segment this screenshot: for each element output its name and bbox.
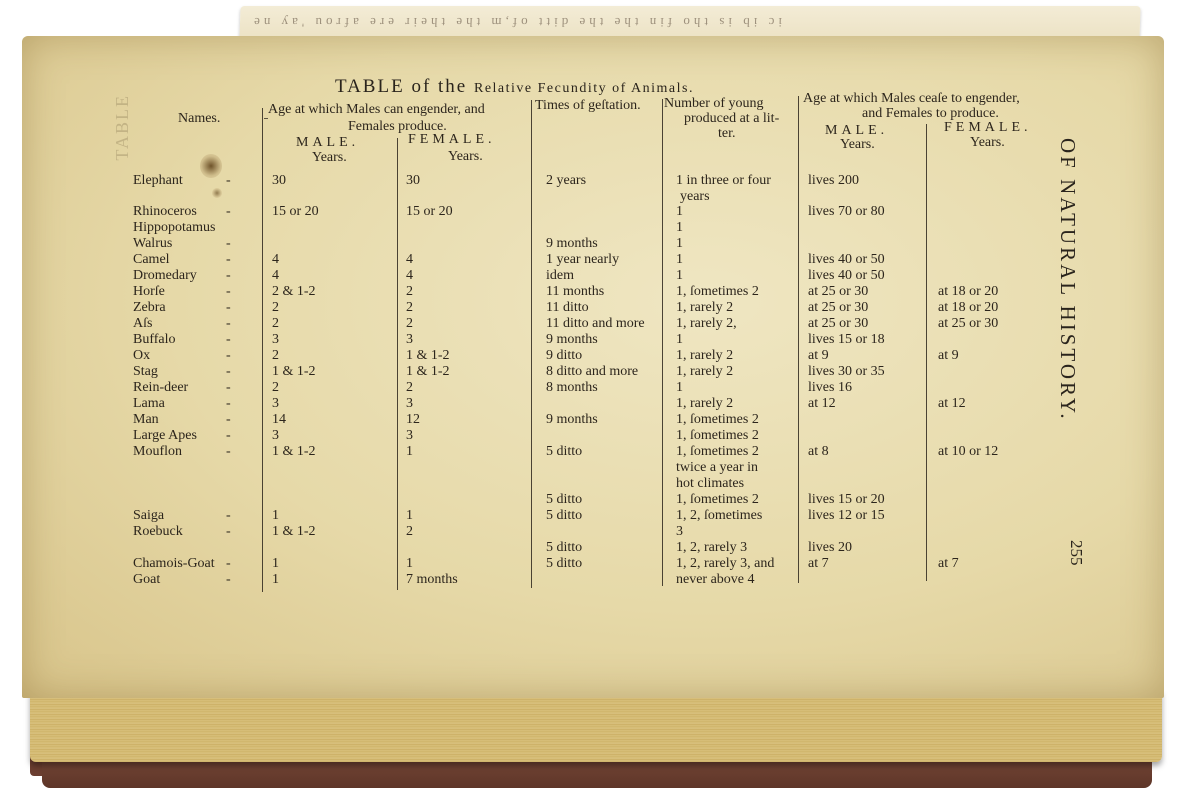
- cell-young: 1, ſometimes 2: [676, 444, 759, 459]
- cell-cease-male: at 25 or 30: [808, 300, 869, 315]
- cell-male-age: 2: [272, 348, 279, 363]
- cell-young: 1, rarely 2: [676, 300, 734, 315]
- cell-gestation: 9 months: [546, 412, 598, 427]
- cell-female-age: 2: [406, 380, 413, 395]
- cell-gestation: 11 months: [546, 284, 605, 299]
- cell-cease-male: at 12: [808, 396, 836, 411]
- previous-page-edge: [239, 6, 1140, 40]
- cell-young: twice a year in: [676, 460, 759, 475]
- cell-cease-male: lives 40 or 50: [808, 252, 885, 267]
- cell-young: 1, rarely 2: [676, 364, 734, 379]
- cell-name: Camel: [133, 252, 170, 267]
- cell-dash: -: [226, 252, 231, 267]
- cell-dash: -: [226, 284, 231, 299]
- cell-name: Saiga: [133, 508, 165, 523]
- header-cease-1: Age at which Males ceaſe to engender,: [803, 91, 1020, 106]
- cell-young: 1: [676, 204, 683, 219]
- cell-dash: -: [226, 364, 231, 379]
- cell-name: Man: [133, 412, 159, 427]
- cell-cease-male: lives 20: [808, 540, 852, 555]
- header-young-3: ter.: [718, 126, 736, 141]
- cell-gestation: 9 ditto: [546, 348, 583, 363]
- cell-male-age: 30: [272, 173, 286, 188]
- cell-name: Zebra: [133, 300, 166, 315]
- cell-male-age: 1: [272, 508, 279, 523]
- cell-male-age: 4: [272, 268, 279, 283]
- cell-male-age: 2: [272, 380, 279, 395]
- cell-young: 1: [676, 252, 683, 267]
- cell-female-age: 12: [406, 412, 420, 427]
- cell-young: 1: [676, 220, 683, 235]
- cell-cease-female: at 25 or 30: [938, 316, 999, 331]
- cell-young: 1, 2, rarely 3: [676, 540, 748, 555]
- cell-female-age: 2: [406, 316, 413, 331]
- cell-gestation: 2 years: [546, 173, 587, 188]
- header-years-1: Years.: [312, 150, 347, 165]
- cell-female-age: 30: [406, 173, 420, 188]
- cell-male-age: 1 & 1-2: [272, 444, 316, 459]
- cell-dash: -: [226, 332, 231, 347]
- cell-gestation: idem: [546, 268, 574, 283]
- cell-cease-male: lives 200: [808, 173, 859, 188]
- cell-female-age: 2: [406, 284, 413, 299]
- cell-dash: -: [226, 508, 231, 523]
- cell-name: Ox: [133, 348, 151, 363]
- column-rule: [531, 100, 532, 588]
- cell-name: Buffalo: [133, 332, 176, 347]
- cell-dash: -: [226, 204, 231, 219]
- cell-gestation: 5 ditto: [546, 492, 583, 507]
- cell-name: Hippopotamus: [133, 220, 216, 235]
- cell-dash: -: [226, 556, 231, 571]
- header-rule: [264, 118, 268, 119]
- header-young-2: produced at a lit-: [684, 111, 780, 126]
- cell-dash: -: [226, 524, 231, 539]
- header-age-engender-1: Age at which Males can engender, and: [268, 102, 485, 117]
- cell-dash: -: [226, 348, 231, 363]
- page-number: 255: [1067, 540, 1086, 566]
- cell-name: Stag: [133, 364, 158, 379]
- header-male-2: MALE.: [825, 123, 889, 138]
- cell-cease-male: lives 40 or 50: [808, 268, 885, 283]
- cell-young: 1, ſometimes 2: [676, 492, 759, 507]
- cell-young: 1 in three or four: [676, 173, 771, 188]
- cell-dash: -: [226, 444, 231, 459]
- header-gestation: Times of geſtation.: [535, 98, 641, 113]
- cell-young: 3: [676, 524, 683, 539]
- cell-male-age: 3: [272, 332, 279, 347]
- page-block-edge: [30, 690, 1162, 762]
- cell-female-age: 7 months: [406, 572, 458, 587]
- cell-female-age: 1: [406, 444, 413, 459]
- cell-cease-male: lives 15 or 18: [808, 332, 885, 347]
- cell-dash: -: [226, 380, 231, 395]
- cell-female-age: 4: [406, 252, 413, 267]
- cell-dash: -: [226, 300, 231, 315]
- cell-name: Mouflon: [133, 444, 182, 459]
- column-rule: [662, 99, 663, 586]
- cell-dash: -: [226, 396, 231, 411]
- cell-male-age: 1: [272, 572, 279, 587]
- cell-gestation: 9 months: [546, 332, 598, 347]
- cell-female-age: 2: [406, 300, 413, 315]
- cell-female-age: 4: [406, 268, 413, 283]
- cell-gestation: 5 ditto: [546, 444, 583, 459]
- cell-cease-male: at 25 or 30: [808, 316, 869, 331]
- cell-cease-female: at 9: [938, 348, 959, 363]
- cell-name: Horſe: [133, 284, 165, 299]
- cell-name: Large Apes: [133, 428, 197, 443]
- column-rule: [262, 108, 263, 592]
- cell-female-age: 1: [406, 508, 413, 523]
- cell-cease-female: at 10 or 12: [938, 444, 999, 459]
- cell-young: 1, ſometimes 2: [676, 284, 759, 299]
- cell-female-age: 3: [406, 396, 413, 411]
- cell-name: Dromedary: [133, 268, 197, 283]
- column-rule: [798, 96, 799, 583]
- header-years-2: Years.: [448, 149, 483, 164]
- cell-cease-male: at 7: [808, 556, 829, 571]
- cell-young: 1, rarely 2: [676, 396, 734, 411]
- cell-name: Goat: [133, 572, 161, 587]
- cell-female-age: 1 & 1-2: [406, 364, 450, 379]
- cell-cease-male: at 9: [808, 348, 829, 363]
- cell-young: never above 4: [676, 572, 755, 587]
- cell-cease-male: lives 12 or 15: [808, 508, 885, 523]
- cell-name: Aſs: [133, 316, 153, 331]
- cell-male-age: 1: [272, 556, 279, 571]
- cell-female-age: 3: [406, 428, 413, 443]
- title-main: TABLE of the: [335, 76, 474, 97]
- cell-name: Rhinoceros: [133, 204, 197, 219]
- cell-young: 1, 2, rarely 3, and: [676, 556, 775, 571]
- cell-young: 1, ſometimes 2: [676, 412, 759, 427]
- cell-young: 1: [676, 268, 683, 283]
- cell-young: 1: [676, 380, 683, 395]
- cell-gestation: 11 ditto: [546, 300, 589, 315]
- cell-cease-male: at 8: [808, 444, 829, 459]
- cell-cease-female: at 12: [938, 396, 966, 411]
- cell-dash: -: [226, 428, 231, 443]
- cell-dash: -: [226, 316, 231, 331]
- ink-stain: [200, 154, 222, 178]
- cell-male-age: 2 & 1-2: [272, 284, 316, 299]
- cell-male-age: 4: [272, 252, 279, 267]
- cell-dash: -: [226, 236, 231, 251]
- cell-young: 1: [676, 236, 683, 251]
- cell-cease-male: at 25 or 30: [808, 284, 869, 299]
- cell-cease-male: lives 16: [808, 380, 852, 395]
- bleed-through-text: TABLE: [112, 94, 132, 161]
- cell-dash: -: [226, 173, 231, 188]
- cell-name: Elephant: [133, 173, 183, 188]
- previous-page-text: ic ib is tho fin the the ditt of,m the their ere afrou 'ay ne: [249, 15, 783, 30]
- ink-stain: [212, 188, 222, 198]
- cell-gestation: 8 ditto and more: [546, 364, 639, 379]
- cell-female-age: 1: [406, 556, 413, 571]
- cell-cease-female: at 7: [938, 556, 959, 571]
- header-years-4: Years.: [970, 135, 1005, 150]
- cell-name: Chamois-Goat: [133, 556, 215, 571]
- cell-young: 1, rarely 2,: [676, 316, 737, 331]
- cell-name: Roebuck: [133, 524, 183, 539]
- header-age-engender-2: Females produce.: [348, 119, 447, 134]
- running-head: OF NATURAL HISTORY.: [1056, 138, 1080, 422]
- cell-female-age: 15 or 20: [406, 204, 453, 219]
- header-male-1: MALE.: [296, 135, 360, 150]
- header-female-2: FEMALE.: [944, 120, 1032, 135]
- column-rule: [397, 138, 398, 590]
- cell-cease-male: lives 15 or 20: [808, 492, 885, 507]
- cell-gestation: 8 months: [546, 380, 598, 395]
- cell-male-age: 2: [272, 300, 279, 315]
- cell-name: Lama: [133, 396, 165, 411]
- cell-gestation: 5 ditto: [546, 556, 583, 571]
- cell-male-age: 2: [272, 316, 279, 331]
- cell-gestation: 5 ditto: [546, 540, 583, 555]
- title-small-caps: Relative Fecundity of Animals.: [473, 81, 694, 96]
- cell-male-age: 1 & 1-2: [272, 524, 316, 539]
- cell-young: 1, rarely 2: [676, 348, 734, 363]
- cell-young: hot climates: [676, 476, 745, 491]
- cell-name: Rein-deer: [133, 380, 189, 395]
- cell-gestation: 11 ditto and more: [546, 316, 645, 331]
- cell-male-age: 1 & 1-2: [272, 364, 316, 379]
- cell-male-age: 3: [272, 396, 279, 411]
- header-names: Names.: [178, 111, 221, 126]
- cell-dash: -: [226, 412, 231, 427]
- header-years-3: Years.: [840, 137, 875, 152]
- header-female-1: FEMALE.: [408, 132, 496, 147]
- cell-gestation: 5 ditto: [546, 508, 583, 523]
- cell-female-age: 3: [406, 332, 413, 347]
- header-young-1: Number of young: [664, 96, 764, 111]
- cell-cease-female: at 18 or 20: [938, 300, 999, 315]
- cell-cease-male: lives 70 or 80: [808, 204, 885, 219]
- cell-male-age: 14: [272, 412, 286, 427]
- cell-dash: -: [226, 572, 231, 587]
- cell-dash: -: [226, 268, 231, 283]
- cell-cease-male: lives 30 or 35: [808, 364, 885, 379]
- cell-name: Walrus: [133, 236, 173, 251]
- cell-male-age: 3: [272, 428, 279, 443]
- cell-cease-female: at 18 or 20: [938, 284, 999, 299]
- column-rule: [926, 124, 927, 581]
- cell-young-cont: years: [680, 189, 710, 204]
- cell-young: 1, 2, ſometimes: [676, 508, 763, 523]
- cell-young: 1: [676, 332, 683, 347]
- cell-gestation: 1 year nearly: [546, 252, 620, 267]
- table-title: [335, 76, 694, 98]
- cell-gestation: 9 months: [546, 236, 598, 251]
- header-cease-2: and Females to produce.: [862, 106, 999, 121]
- cell-female-age: 1 & 1-2: [406, 348, 450, 363]
- cell-female-age: 2: [406, 524, 413, 539]
- cell-male-age: 15 or 20: [272, 204, 319, 219]
- cell-young: 1, ſometimes 2: [676, 428, 759, 443]
